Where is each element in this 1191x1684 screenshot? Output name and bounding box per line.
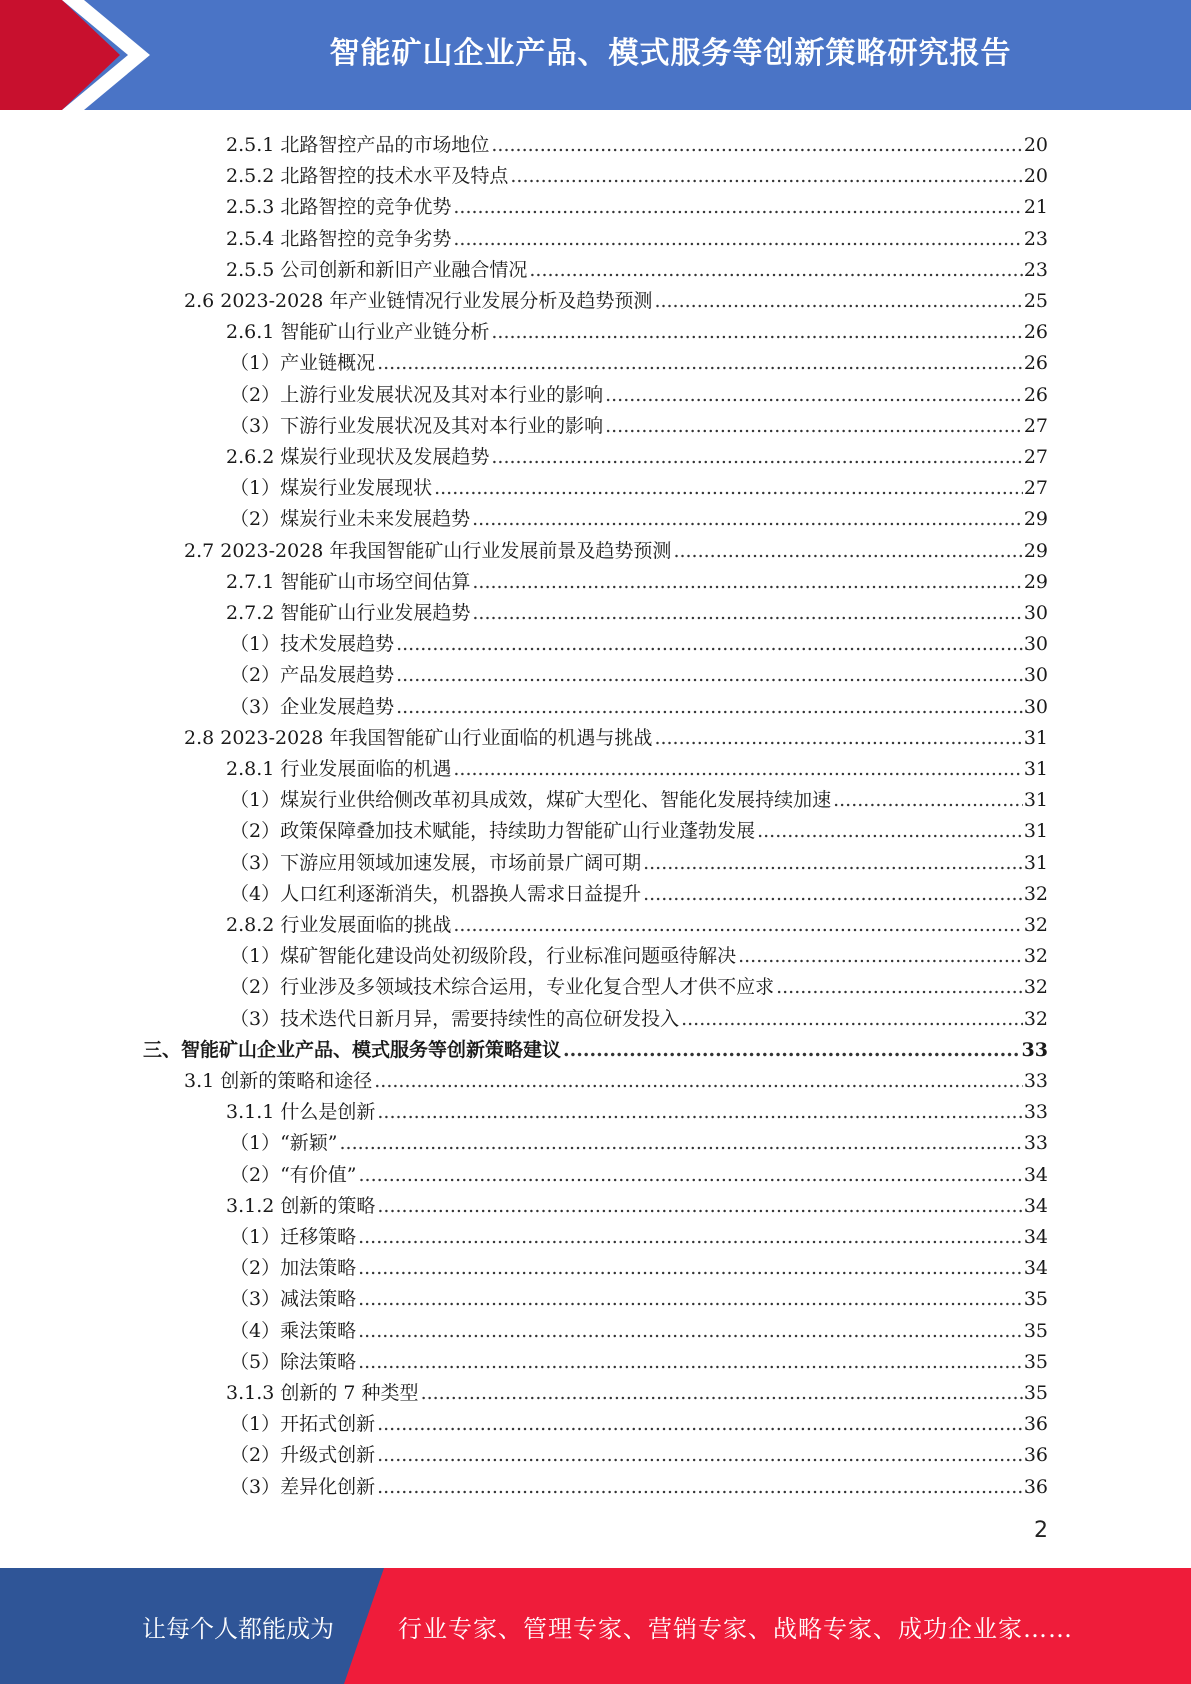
toc-entry[interactable] <box>226 125 1048 156</box>
toc-dot-leader <box>358 1226 1023 1248</box>
toc-dot-leader <box>529 259 1022 281</box>
toc-entry[interactable] <box>226 219 1048 250</box>
toc-entry-page: 29 <box>1023 570 1048 593</box>
toc-dot-leader <box>453 228 1022 250</box>
toc-dot-leader <box>377 1195 1022 1217</box>
toc-entry-page: 27 <box>1023 446 1048 468</box>
toc-entry-title: 2.7 2023-2028 年我国智能矿山行业发展前景及趋势预测 <box>184 539 672 562</box>
toc-entry-page: 32 <box>1023 976 1048 999</box>
toc-entry-page: 34 <box>1023 1226 1048 1248</box>
toc-dot-leader <box>738 945 1023 967</box>
toc-entry-page: 32 <box>1023 882 1048 905</box>
toc-entry[interactable] <box>226 187 1048 218</box>
toc-entry-title: 3.1 创新的策略和途径 <box>184 1070 373 1092</box>
toc-entry[interactable] <box>230 936 1048 967</box>
toc-entry[interactable] <box>226 749 1048 780</box>
toc-entry-title: 2.8 2023-2028 年我国智能矿山行业面临的机遇与挑战 <box>184 726 653 749</box>
toc-entry-page: 33 <box>1023 1070 1048 1092</box>
toc-entry[interactable] <box>230 967 1048 998</box>
toc-entry[interactable] <box>184 718 1048 749</box>
toc-entry[interactable] <box>230 1404 1048 1435</box>
report-title: 智能矿山企业产品、模式服务等创新策略研究报告 <box>329 36 1012 71</box>
toc-entry-page: 31 <box>1023 789 1048 812</box>
toc-dot-leader <box>643 883 1023 905</box>
toc-entry-title: 2.5.3 北路智控的竞争优势 <box>226 196 452 219</box>
toc-entry-page: 35 <box>1023 1350 1048 1373</box>
toc-dot-leader <box>377 1476 1023 1498</box>
toc-dot-leader <box>643 852 1023 874</box>
toc-entry[interactable] <box>226 312 1048 343</box>
toc-entry-title: （2）政策保障叠加技术赋能，持续助力智能矿山行业蓬勃发展 <box>230 820 756 843</box>
toc-entry[interactable] <box>184 281 1048 312</box>
toc-entry-title: 2.5.4 北路智控的竞争劣势 <box>226 227 452 250</box>
toc-entry-page: 31 <box>1023 726 1048 749</box>
toc-entry-title: 2.8.1 行业发展面临的机遇 <box>226 758 452 780</box>
toc-dot-leader <box>358 1288 1023 1310</box>
toc-dot-leader <box>776 976 1023 998</box>
toc-entry-title: （5）除法策略 <box>230 1350 357 1373</box>
toc-entry-page: 32 <box>1023 1007 1048 1030</box>
toc-entry-page: 36 <box>1023 1413 1048 1436</box>
toc-dot-leader <box>605 415 1023 437</box>
toc-entry[interactable] <box>230 1435 1048 1466</box>
toc-entry-title: （2）行业涉及多领域技术综合运用，专业化复合型人才供不应求 <box>230 976 775 999</box>
toc-dot-leader <box>833 789 1023 811</box>
page-footer <box>0 1568 1191 1684</box>
toc-dot-leader <box>421 1382 1023 1404</box>
toc-entry-page: 32 <box>1023 945 1048 968</box>
toc-dot-leader <box>757 820 1023 842</box>
footer-slogan-right: 行业专家、管理专家、营销专家、战略专家、成功企业家…… <box>398 1614 1073 1643</box>
toc-dot-leader <box>377 1413 1023 1435</box>
toc-dot-leader <box>510 165 1022 187</box>
toc-entry[interactable] <box>226 1373 1048 1404</box>
toc-entry[interactable] <box>230 843 1048 874</box>
toc-entry-title: （1）煤炭行业发展现状 <box>230 477 433 500</box>
toc-dot-leader <box>340 1132 1023 1154</box>
page-number: 2 <box>1034 1518 1048 1543</box>
toc-dot-leader <box>472 602 1022 624</box>
toc-entry-title: （1）迁移策略 <box>230 1226 357 1248</box>
toc-entry-title: 3.1.1 什么是创新 <box>226 1101 376 1124</box>
toc-entry[interactable] <box>230 1279 1048 1310</box>
toc-entry-page: 26 <box>1023 383 1048 406</box>
toc-entry-page: 29 <box>1023 539 1048 562</box>
toc-entry-page: 25 <box>1023 290 1048 312</box>
toc-entry[interactable] <box>230 1311 1048 1342</box>
toc-entry[interactable] <box>226 1092 1048 1123</box>
page-header <box>0 0 1191 110</box>
toc-entry[interactable] <box>230 1123 1048 1154</box>
toc-entry-page: 34 <box>1023 1257 1048 1280</box>
toc-entry[interactable] <box>230 687 1048 718</box>
toc-entry-title: 3.1.3 创新的 7 种类型 <box>226 1382 419 1404</box>
toc-entry-page: 30 <box>1023 664 1048 687</box>
toc-entry[interactable] <box>226 905 1048 936</box>
toc-dot-leader <box>673 540 1022 562</box>
toc-entry-page: 27 <box>1023 477 1048 500</box>
toc-dot-leader <box>472 508 1023 530</box>
toc-entry-title: 三、智能矿山企业产品、模式服务等创新策略建议 <box>143 1038 562 1061</box>
toc-entry-title: （2）上游行业发展状况及其对本行业的影响 <box>230 383 604 406</box>
toc-entry-page: 35 <box>1023 1288 1048 1311</box>
toc-dot-leader <box>563 1039 1021 1061</box>
toc-entry[interactable] <box>230 406 1048 437</box>
toc-dot-leader <box>453 758 1022 780</box>
toc-entry[interactable] <box>226 562 1048 593</box>
toc-entry-title: （3）企业发展趋势 <box>230 695 395 718</box>
toc-dot-leader <box>472 571 1022 593</box>
toc-entry-title: （3）下游行业发展状况及其对本行业的影响 <box>230 414 604 437</box>
toc-entry-title: （3）下游应用领域加速发展，市场前景广阔可期 <box>230 851 642 874</box>
toc-entry-title: 3.1.2 创新的策略 <box>226 1194 376 1217</box>
toc-entry-title: 2.5.1 北路智控产品的市场地位 <box>226 134 490 156</box>
toc-dot-leader <box>396 633 1023 655</box>
toc-entry[interactable] <box>226 593 1048 624</box>
toc-dot-leader <box>377 1444 1023 1466</box>
toc-entry[interactable] <box>230 1155 1048 1186</box>
toc-entry-title: 2.6.1 智能矿山行业产业链分析 <box>226 321 490 344</box>
toc-entry-page: 34 <box>1023 1163 1048 1186</box>
toc-entry-title: 2.7.1 智能矿山市场空间估算 <box>226 570 471 593</box>
toc-entry[interactable] <box>226 437 1048 468</box>
toc-entry-title: （1）煤炭行业供给侧改革初具成效，煤矿大型化、智能化发展持续加速 <box>230 789 832 812</box>
toc-entry-page: 26 <box>1023 321 1048 344</box>
toc-dot-leader <box>359 1164 1023 1186</box>
toc-entry[interactable] <box>226 250 1048 281</box>
toc-entry-title: （3）技术迭代日新月异，需要持续性的高位研发投入 <box>230 1007 680 1030</box>
toc-entry-page: 35 <box>1023 1319 1048 1342</box>
toc-entry-title: （2）产品发展趋势 <box>230 664 395 687</box>
toc-dot-leader <box>358 1320 1023 1342</box>
toc-dot-leader <box>374 1070 1023 1092</box>
toc-entry[interactable] <box>143 1030 1048 1061</box>
toc-entry[interactable] <box>184 531 1048 562</box>
toc-entry[interactable] <box>226 156 1048 187</box>
toc-entry[interactable] <box>230 1248 1048 1279</box>
toc-entry-page: 33 <box>1023 1132 1048 1155</box>
toc-entry[interactable] <box>226 1186 1048 1217</box>
toc-entry-page: 29 <box>1023 508 1048 531</box>
toc-dot-leader <box>396 664 1023 686</box>
toc-entry-page: 26 <box>1023 352 1048 375</box>
toc-entry[interactable] <box>230 499 1048 530</box>
toc-entry-page: 33 <box>1021 1038 1048 1061</box>
toc-dot-leader <box>434 477 1023 499</box>
toc-entry[interactable] <box>230 655 1048 686</box>
toc-dot-leader <box>453 196 1022 218</box>
toc-entry-page: 30 <box>1023 695 1048 718</box>
toc-entry[interactable] <box>230 874 1048 905</box>
toc-dot-leader <box>654 727 1022 749</box>
toc-entry-title: （3）差异化创新 <box>230 1475 376 1498</box>
toc-entry-page: 32 <box>1023 914 1048 936</box>
toc-dot-leader <box>491 134 1022 156</box>
toc-entry-page: 36 <box>1023 1444 1048 1467</box>
toc-entry[interactable] <box>230 780 1048 811</box>
toc-dot-leader <box>681 1008 1023 1030</box>
toc-dot-leader <box>358 1351 1023 1373</box>
toc-entry-page: 30 <box>1023 602 1048 624</box>
toc-entry[interactable] <box>230 1342 1048 1373</box>
toc-entry-page: 31 <box>1023 851 1048 874</box>
toc-dot-leader <box>396 696 1023 718</box>
toc-entry[interactable] <box>230 375 1048 406</box>
toc-entry-page: 20 <box>1023 165 1048 188</box>
toc-entry-title: 2.8.2 行业发展面临的挑战 <box>226 914 452 936</box>
toc-dot-leader <box>491 321 1022 343</box>
toc-entry-title: （1）技术发展趋势 <box>230 633 395 656</box>
toc-dot-leader <box>377 352 1023 374</box>
toc-entry-page: 23 <box>1023 258 1048 281</box>
toc-entry-page: 21 <box>1023 196 1048 219</box>
toc-entry-page: 23 <box>1023 227 1048 250</box>
toc-entry[interactable] <box>230 468 1048 499</box>
toc-entry-title: （1）煤矿智能化建设尚处初级阶段，行业标准问题亟待解决 <box>230 945 737 968</box>
toc-entry[interactable] <box>184 1061 1048 1092</box>
toc-entry-page: 36 <box>1023 1475 1048 1498</box>
toc-entry-page: 20 <box>1023 134 1048 156</box>
toc-dot-leader <box>605 384 1023 406</box>
toc-entry-title: （3）减法策略 <box>230 1288 357 1311</box>
toc-entry[interactable] <box>230 1467 1048 1498</box>
toc-entry-title: （1）开拓式创新 <box>230 1413 376 1436</box>
toc-entry-page: 35 <box>1023 1382 1048 1404</box>
toc-entry[interactable] <box>230 1217 1048 1248</box>
footer-slogan-left: 让每个人都能成为 <box>142 1614 334 1643</box>
toc-entry-page: 30 <box>1023 633 1048 656</box>
toc-entry-title: （2）加法策略 <box>230 1257 357 1280</box>
toc-entry-page: 27 <box>1023 414 1048 437</box>
toc-dot-leader <box>453 914 1022 936</box>
toc-entry-title: （2）升级式创新 <box>230 1444 376 1467</box>
toc-entry-page: 31 <box>1023 758 1048 780</box>
toc-entry-title: 2.6 2023-2028 年产业链情况行业发展分析及趋势预测 <box>184 290 653 312</box>
toc-dot-leader <box>654 290 1022 312</box>
toc-entry-title: （4）乘法策略 <box>230 1319 357 1342</box>
toc-dot-leader <box>358 1257 1023 1279</box>
toc-entry-title: （1）“新颖” <box>230 1132 338 1155</box>
toc-entry-page: 34 <box>1023 1194 1048 1217</box>
toc-entry-title: 2.5.2 北路智控的技术水平及特点 <box>226 165 509 188</box>
toc-entry[interactable] <box>230 624 1048 655</box>
toc-dot-leader <box>491 446 1022 468</box>
toc-entry-title: （4）人口红利逐渐消失，机器换人需求日益提升 <box>230 882 642 905</box>
toc-entry[interactable] <box>230 811 1048 842</box>
toc-entry[interactable] <box>230 999 1048 1030</box>
toc-entry-title: 2.7.2 智能矿山行业发展趋势 <box>226 602 471 624</box>
toc-dot-leader <box>377 1101 1022 1123</box>
toc-entry-title: （1）产业链概况 <box>230 352 376 375</box>
toc-entry-title: （2）“有价值” <box>230 1163 357 1186</box>
toc-entry-title: 2.6.2 煤炭行业现状及发展趋势 <box>226 446 490 468</box>
toc-entry-page: 33 <box>1023 1101 1048 1124</box>
toc-entry-page: 31 <box>1023 820 1048 843</box>
toc-entry-title: 2.5.5 公司创新和新旧产业融合情况 <box>226 258 528 281</box>
toc-entry-title: （2）煤炭行业未来发展趋势 <box>230 508 471 531</box>
toc-entry[interactable] <box>230 343 1048 374</box>
